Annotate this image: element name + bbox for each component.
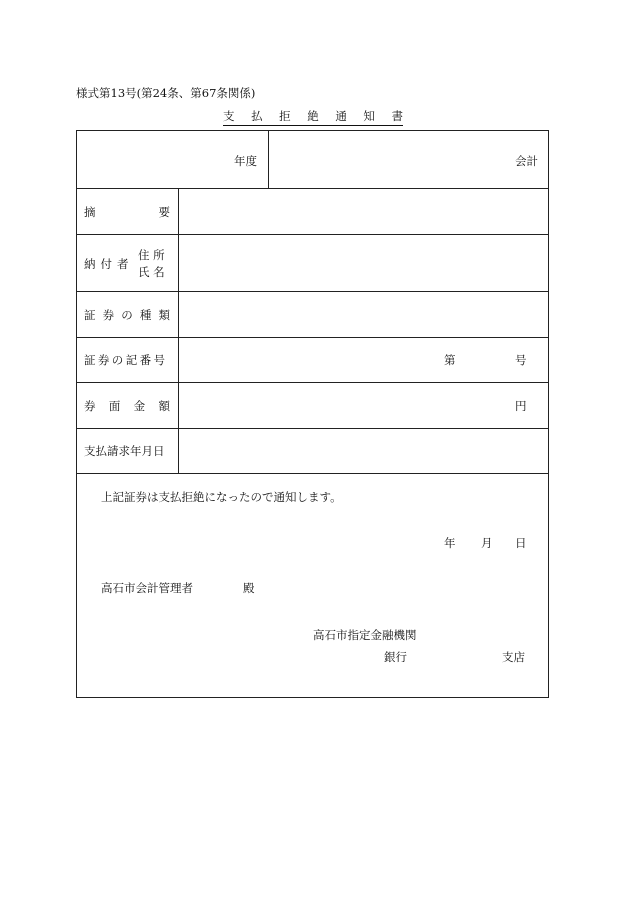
securities-type-char: 類	[158, 308, 170, 322]
summary-char: 摘	[84, 205, 96, 219]
title-char: 書	[391, 109, 403, 123]
face-amount-char: 金	[133, 399, 146, 413]
title-char: 通	[335, 109, 347, 123]
honorific: 殿	[243, 581, 255, 595]
number-suffix: 号	[515, 353, 527, 367]
addressee: 高石市会計管理者	[101, 581, 193, 595]
branch-label: 支店	[502, 650, 525, 664]
title-char: 支	[223, 109, 235, 123]
payer-address-label: 住 所	[138, 248, 165, 262]
date-month: 月	[481, 536, 493, 550]
row-divider	[77, 473, 548, 474]
row-divider	[77, 382, 548, 383]
face-amount-char: 額	[158, 399, 170, 413]
row-divider	[77, 234, 548, 235]
notice-text: 上記証券は支払拒絶になったので通知します。	[101, 490, 342, 504]
securities-type-char: 種	[139, 308, 152, 322]
row-divider	[77, 188, 548, 189]
securities-type-label	[84, 307, 170, 323]
title-char: 知	[363, 109, 375, 123]
header-divider	[268, 131, 269, 188]
document-title	[223, 108, 403, 124]
row-divider	[77, 291, 548, 292]
summary-label	[84, 204, 170, 220]
date-year: 年	[444, 536, 456, 550]
claim-date-label: 支払請求年月日	[84, 444, 165, 458]
title-char: 絶	[307, 109, 319, 123]
securities-type-char: 券	[102, 308, 115, 322]
bank-label: 銀行	[384, 650, 407, 664]
securities-type-char: 証	[84, 308, 96, 322]
form-reference: 様式第13号(第24条、第67条関係)	[76, 86, 256, 100]
row-divider	[77, 428, 548, 429]
date-day: 日	[515, 536, 527, 550]
row-divider	[77, 337, 548, 338]
face-amount-char: 面	[108, 399, 121, 413]
fiscal-year-label: 年度	[234, 154, 257, 168]
summary-char: 要	[158, 205, 170, 219]
securities-type-char: の	[121, 308, 133, 322]
yen-unit: 円	[515, 399, 527, 413]
title-char: 払	[251, 109, 263, 123]
bank-title: 高石市指定金融機関	[313, 628, 417, 642]
payer-label: 納付者	[84, 257, 134, 271]
number-prefix: 第	[444, 353, 456, 367]
account-label: 会計	[515, 154, 538, 168]
face-amount-char: 券	[84, 399, 96, 413]
title-underline	[223, 125, 403, 126]
securities-number-label: 証券の記番号	[84, 353, 168, 367]
face-amount-label	[84, 398, 170, 414]
title-char: 拒	[279, 109, 291, 123]
payer-name-label: 氏 名	[138, 265, 165, 279]
label-column-divider	[178, 188, 179, 473]
form-table	[76, 130, 549, 698]
